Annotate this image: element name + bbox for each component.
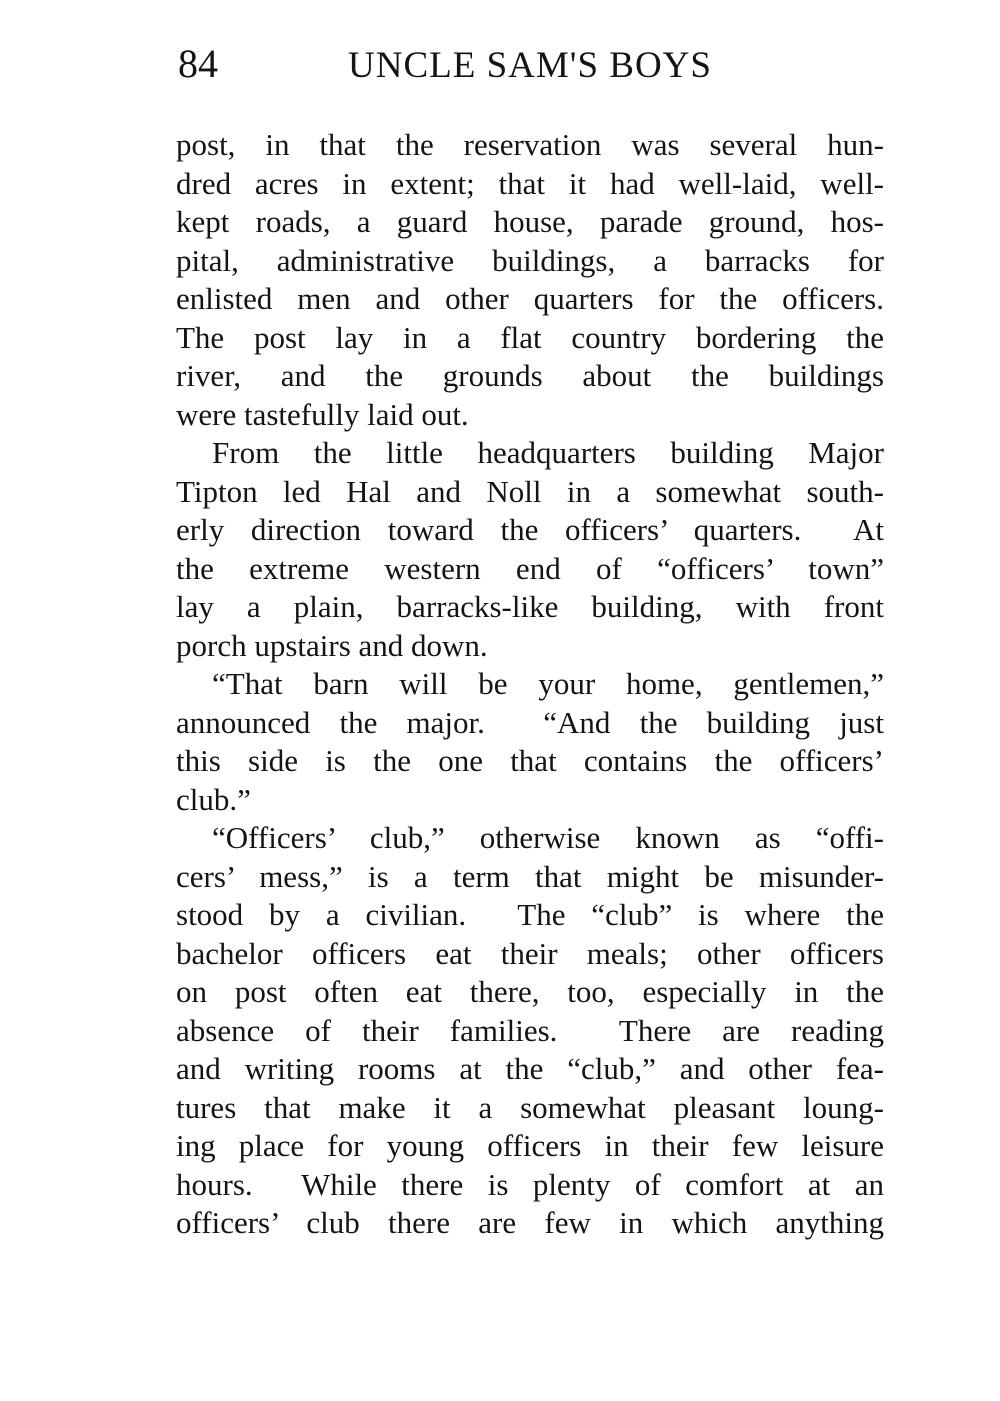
text-line: bachelor officers eat their meals; other officers: [176, 935, 884, 971]
text-line: post, in that the reservation was several hun-: [176, 127, 884, 162]
text-line: “Officers’ club,” otherwise known as “offi-: [212, 820, 884, 855]
text-line: porch upstairs and down.: [176, 627, 488, 663]
text-line: river, and the grounds about the buildings: [176, 358, 884, 393]
page-number: 84: [178, 41, 218, 86]
text-line: lay a plain, barracks-like building, with front: [176, 589, 884, 624]
text-line: club.”: [176, 781, 251, 817]
text-line: The post lay in a flat country bordering the: [176, 319, 884, 355]
text-line: enlisted men and other quarters for the officers.: [176, 281, 884, 316]
text-line: “That barn will be your home, gentlemen,”: [212, 666, 884, 701]
page-header: [176, 42, 884, 92]
text-line: Tipton led Hal and Noll in a somewhat south-: [176, 473, 884, 509]
text-line: hours. While there is plenty of comfort at an: [176, 1166, 884, 1202]
text-line: on post often eat there, too, especially in the: [176, 974, 884, 1009]
text-line: and writing rooms at the “club,” and other fea-: [176, 1051, 884, 1086]
text-line: ing place for young officers in their few leisure: [176, 1128, 884, 1163]
paragraph: [176, 126, 884, 434]
text-line: this side is the one that contains the officers’: [176, 743, 884, 778]
text-line: kept roads, a guard house, parade ground, hos-: [176, 204, 884, 239]
text-line: dred acres in extent; that it had well-laid, well-: [176, 165, 884, 201]
text-line: stood by a civilian. The “club” is where the: [176, 897, 884, 932]
text-line: cers’ mess,” is a term that might be misunder-: [176, 858, 884, 894]
running-header: UNCLE SAM'S BOYS: [348, 45, 712, 86]
text-line: announced the major. “And the building just: [176, 704, 884, 740]
page-text: [176, 126, 884, 1243]
paragraph: [176, 665, 884, 819]
paragraph: [176, 434, 884, 665]
text-line: erly direction toward the officers’ quarters. At: [176, 512, 884, 547]
text-line: officers’ club there are few in which anything: [176, 1205, 884, 1240]
text-line: the extreme western end of “officers’ town”: [176, 550, 884, 586]
text-line: From the little headquarters building Major: [212, 435, 884, 470]
text-line: pital, administrative buildings, a barracks for: [176, 242, 884, 278]
paragraph: [176, 819, 884, 1243]
text-line: were tastefully laid out.: [176, 396, 469, 432]
text-line: tures that make it a somewhat pleasant loung-: [176, 1089, 884, 1125]
text-line: absence of their families. There are reading: [176, 1012, 884, 1048]
